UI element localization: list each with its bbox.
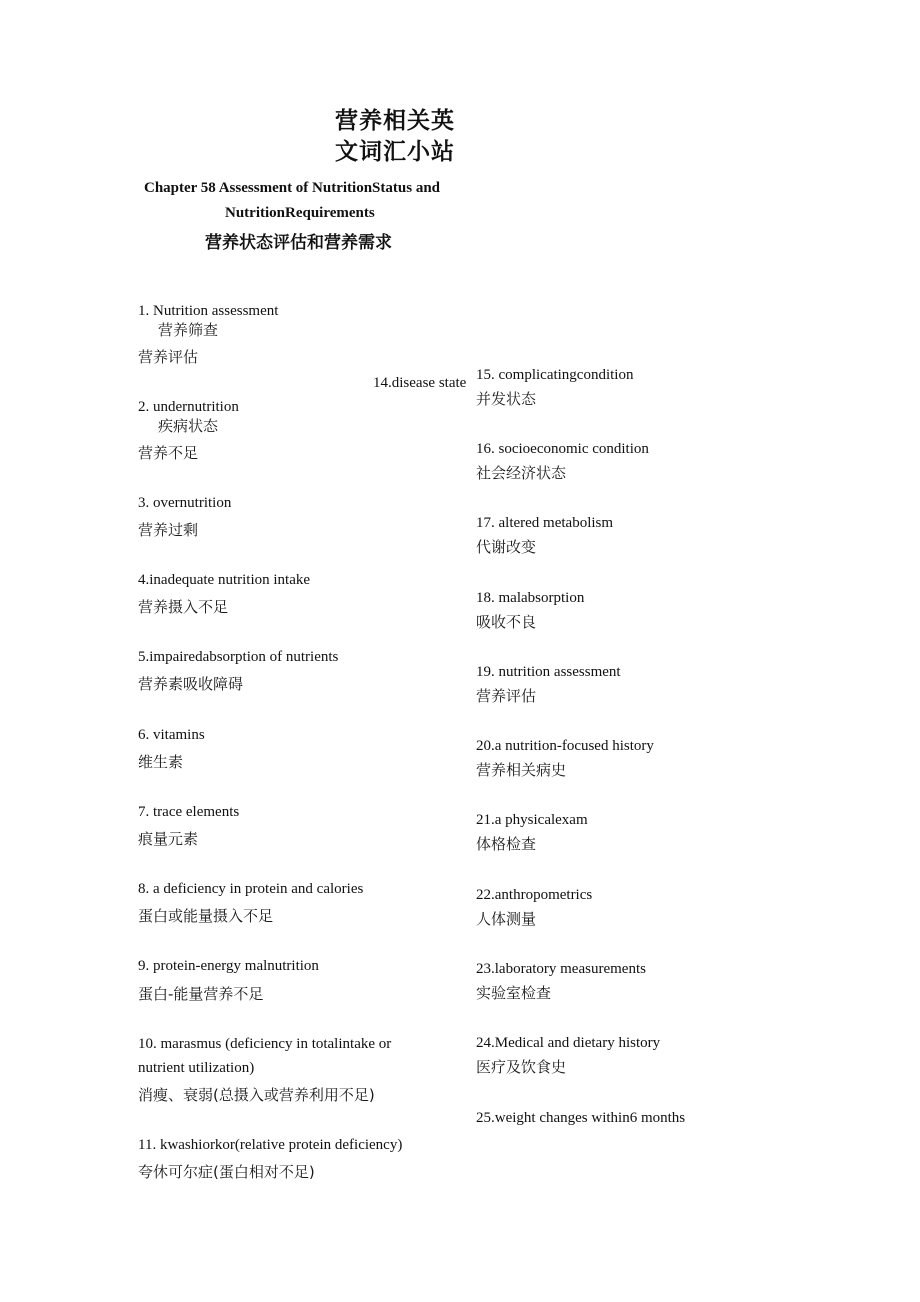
term-21-english: 21.a physicalexam (476, 812, 588, 828)
term-10-english: 10. marasmus (deficiency in totalintake or (138, 1036, 392, 1052)
term-10-chinese: 消瘦、衰弱(总摄入或营养利用不足) (138, 1086, 375, 1104)
term-5-english: 5.impairedabsorption of nutrients (138, 649, 339, 665)
page-title-line-1: 营养相关英 (335, 108, 455, 134)
term-22-english: 22.anthropometrics (476, 887, 593, 903)
term-2-chinese: 营养不足 (138, 444, 199, 462)
term-4-chinese: 营养摄入不足 (138, 598, 229, 616)
term-20-english: 20.a nutrition-focused history (476, 738, 654, 754)
term-17-english: 17. altered metabolism (476, 515, 614, 531)
term-21-chinese: 体格检查 (476, 835, 537, 853)
term-15-chinese: 并发状态 (476, 390, 537, 408)
term-6-chinese: 维生素 (138, 753, 184, 771)
term-7-chinese: 痕量元素 (138, 830, 199, 848)
term-8-english: 8. a deficiency in protein and calories (138, 881, 364, 897)
term-19-english: 19. nutrition assessment (476, 664, 621, 680)
term-14-english: 14.disease state (373, 375, 467, 391)
term-24-chinese: 医疗及饮食史 (476, 1058, 567, 1076)
chapter-heading-line-2: NutritionRequirements (225, 205, 375, 221)
page-title-line-2: 文词汇小站 (335, 139, 455, 165)
term-20-chinese: 营养相关病史 (476, 761, 567, 779)
term-2-english: 2. undernutrition (138, 399, 239, 415)
term-16-english: 16. socioeconomic condition (476, 441, 649, 457)
term-3-english: 3. overnutrition (138, 495, 232, 511)
term-18-chinese: 吸收不良 (476, 613, 537, 631)
term-6-english: 6. vitamins (138, 727, 205, 743)
term-10-english-continued: nutrient utilization) (138, 1060, 255, 1076)
term-18-english: 18. malabsorption (476, 590, 585, 606)
term-1-english: 1. Nutrition assessment (138, 303, 279, 319)
term-25-english: 25.weight changes within6 months (476, 1110, 686, 1126)
term-5-chinese: 营养素吸收障碍 (138, 675, 244, 693)
chapter-heading-line-1: Chapter 58 Assessment of NutritionStatus and (144, 180, 441, 196)
term-2-sub-chinese: 疾病状态 (158, 417, 219, 435)
term-9-chinese: 蛋白-能量营养不足 (138, 985, 264, 1003)
term-3-chinese: 营养过剩 (138, 521, 199, 539)
term-19-chinese: 营养评估 (476, 687, 537, 705)
term-17-chinese: 代谢改变 (476, 538, 537, 556)
term-23-english: 23.laboratory measurements (476, 961, 646, 977)
term-16-chinese: 社会经济状态 (476, 464, 567, 482)
term-4-english: 4.inadequate nutrition intake (138, 572, 311, 588)
term-11-english: 11. kwashiorkor(relative protein deficiency) (138, 1137, 403, 1153)
term-1-sub-chinese: 营养筛查 (158, 321, 219, 339)
term-8-chinese: 蛋白或能量摄入不足 (138, 907, 274, 925)
term-1-chinese: 营养评估 (138, 348, 199, 366)
term-24-english: 24.Medical and dietary history (476, 1035, 661, 1051)
term-22-chinese: 人体测量 (476, 910, 537, 928)
chapter-heading-chinese: 营养状态评估和营养需求 (205, 233, 392, 253)
term-11-chinese: 夸休可尔症(蛋白相对不足) (138, 1163, 315, 1181)
term-9-english: 9. protein-energy malnutrition (138, 958, 319, 974)
term-15-english: 15. complicatingcondition (476, 367, 634, 383)
term-23-chinese: 实验室检查 (476, 984, 552, 1002)
term-7-english: 7. trace elements (138, 804, 240, 820)
